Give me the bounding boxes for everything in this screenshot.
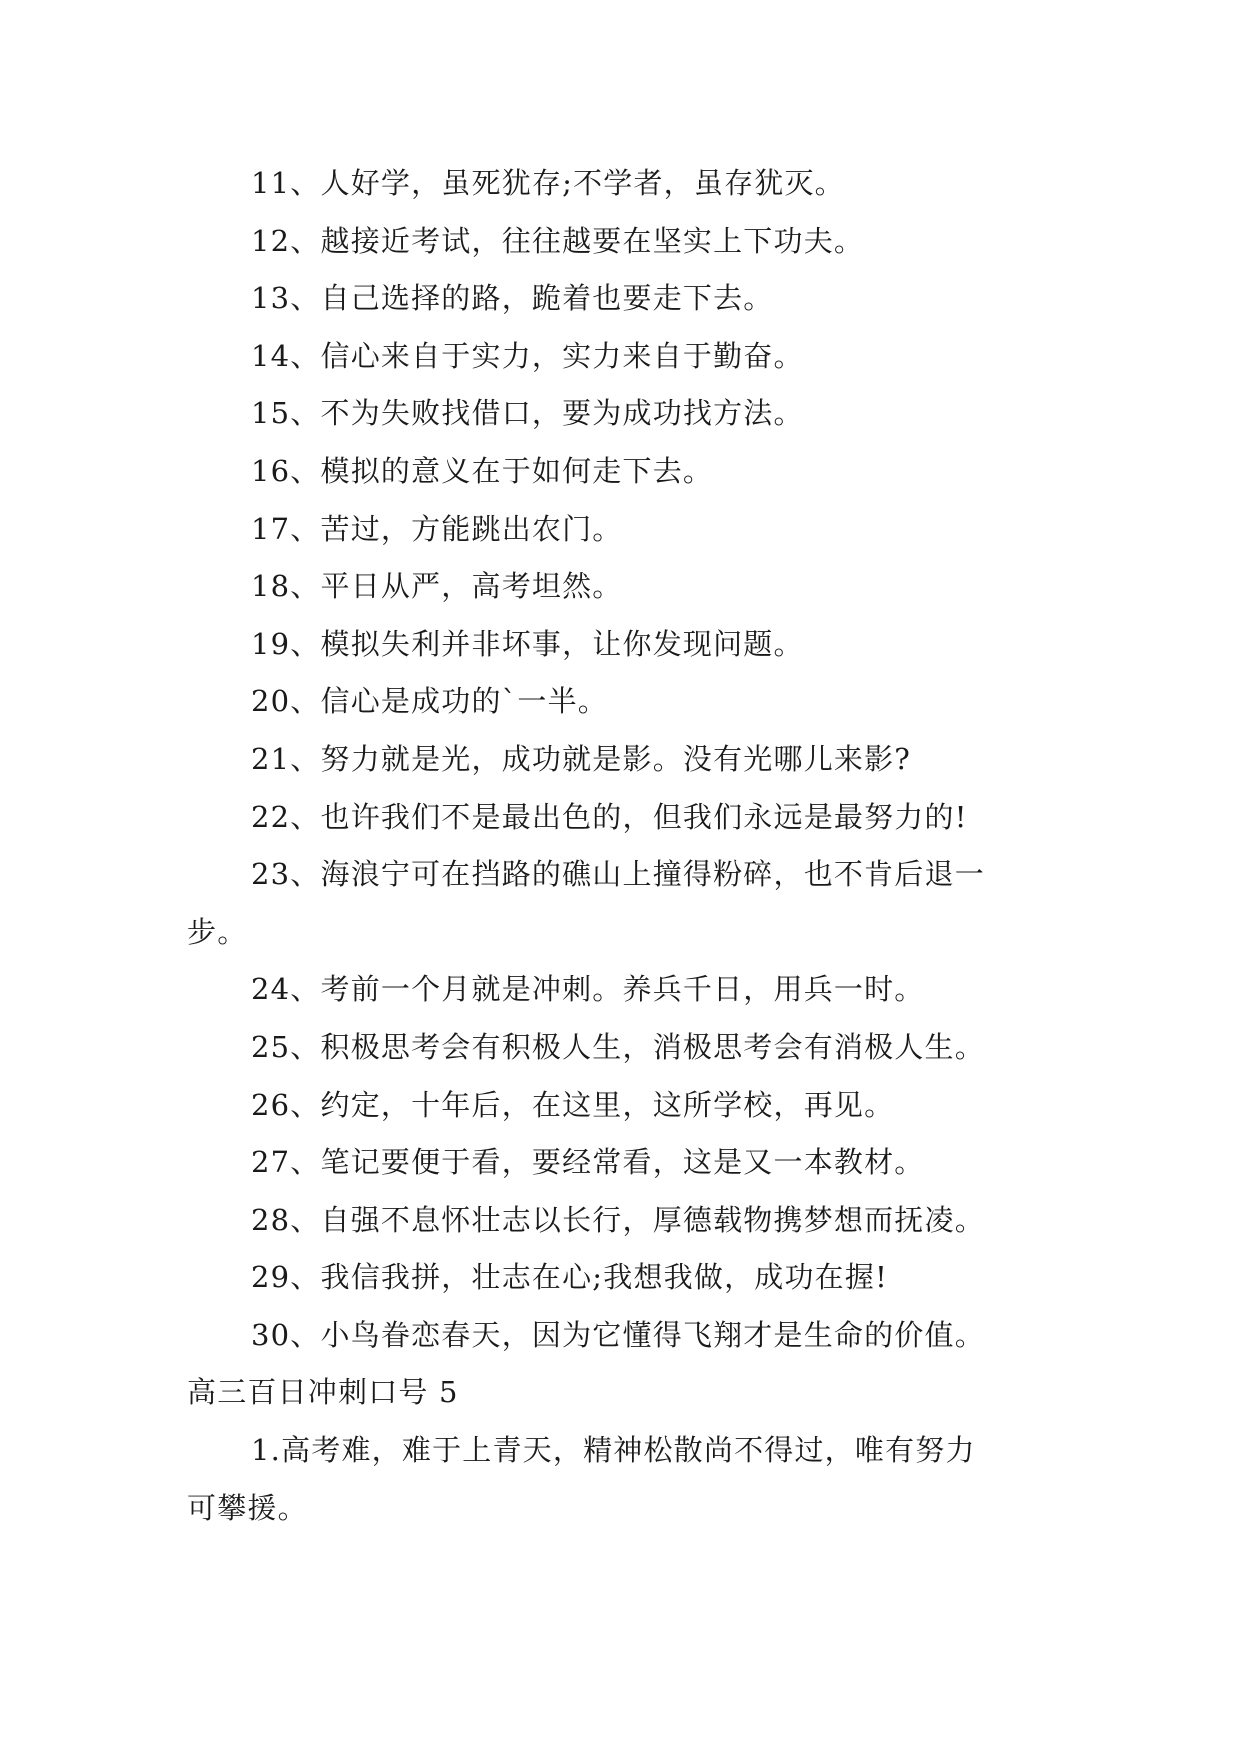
slogan-13: 13、自己选择的路，跪着也要走下去。 <box>251 281 774 316</box>
slogan-21: 21、努力就是光，成功就是影。没有光哪儿来影? <box>251 741 912 776</box>
slogan-30: 30、小鸟眷恋春天，因为它懂得飞翔才是生命的价值。 <box>251 1317 985 1352</box>
section-heading: 高三百日冲刺口号 5 <box>187 1375 459 1410</box>
slogan-29: 29、我信我拼，壮志在心;我想我做，成功在握! <box>251 1260 888 1295</box>
section-slogan-1: 1.高考难，难于上青天，精神松散尚不得过，唯有努力 <box>251 1433 976 1468</box>
slogan-24: 24、考前一个月就是冲刺。养兵千日，用兵一时。 <box>251 972 925 1007</box>
slogan-19: 19、模拟失利并非坏事，让你发现问题。 <box>251 626 804 661</box>
slogan-14: 14、信心来自于实力，实力来自于勤奋。 <box>251 338 804 373</box>
slogan-11: 11、人好学，虽死犹存;不学者，虽存犹灭。 <box>251 166 845 200</box>
section-slogan-1-continuation: 可攀援。 <box>187 1490 308 1525</box>
document-body <box>187 155 1087 1537</box>
slogan-28: 28、自强不息怀壮志以长行，厚德载物携梦想而抚凌。 <box>251 1202 985 1237</box>
slogan-17: 17、苦过，方能跳出农门。 <box>251 511 623 546</box>
slogan-27: 27、笔记要便于看，要经常看，这是又一本教材。 <box>251 1145 925 1180</box>
slogan-25: 25、积极思考会有积极人生，消极思考会有消极人生。 <box>251 1029 985 1064</box>
slogan-26: 26、约定，十年后，在这里，这所学校，再见。 <box>251 1087 895 1122</box>
slogan-23: 23、海浪宁可在挡路的礁山上撞得粉碎，也不肯后退一 <box>251 857 985 892</box>
slogan-20: 20、信心是成功的`一半。 <box>251 684 609 719</box>
slogan-18: 18、平日从严，高考坦然。 <box>251 569 623 604</box>
slogan-12: 12、越接近考试，往往越要在坚实上下功夫。 <box>251 223 865 258</box>
slogan-23-continuation: 步。 <box>187 914 248 949</box>
slogan-15: 15、不为失败找借口，要为成功找方法。 <box>251 396 804 431</box>
slogan-16: 16、模拟的意义在于如何走下去。 <box>251 453 714 488</box>
slogan-22: 22、也许我们不是最出色的，但我们永远是最努力的! <box>251 799 968 834</box>
